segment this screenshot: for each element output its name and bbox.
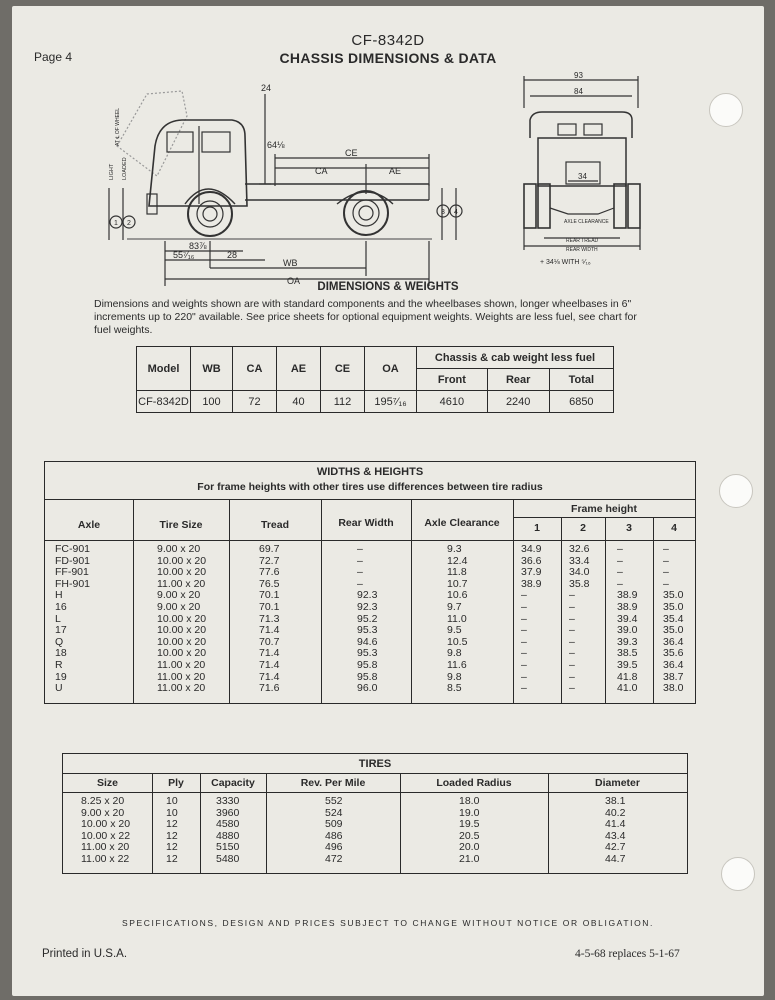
- table-cell: –: [521, 600, 527, 613]
- rear-view-diagram: [512, 68, 652, 268]
- table-cell: –: [521, 658, 527, 671]
- table-cell: 19.0: [459, 806, 480, 819]
- cell-front: 4610: [417, 391, 488, 413]
- table-cell: 39.4: [617, 612, 638, 625]
- table-cell: 11.00 x 22: [81, 852, 130, 865]
- table-cell: –: [663, 543, 669, 555]
- table-cell: 12: [166, 852, 178, 865]
- table-cell: 12: [166, 818, 178, 831]
- col-size: Size: [96, 777, 118, 789]
- rear-width-column: [357, 544, 377, 695]
- col-ply: Ply: [168, 777, 184, 789]
- front-wheel: [188, 192, 232, 236]
- callout-1: 1: [114, 220, 118, 227]
- cell-wb: 100: [191, 391, 233, 413]
- dim-83: 83⅞: [189, 241, 207, 251]
- punch-hole: [719, 474, 753, 508]
- table-cell: 11.00 x 20: [157, 658, 206, 671]
- table-cell: 72.7: [259, 554, 280, 567]
- table-cell: 11.0: [447, 612, 467, 625]
- table-cell: Q: [55, 635, 64, 648]
- table-cell: 9.8: [447, 647, 462, 660]
- col-rev-per-mile: Rev. Per Mile: [300, 777, 366, 789]
- table-cell: 12.4: [447, 554, 468, 567]
- size-column: [81, 796, 130, 866]
- table-cell: 552: [325, 795, 343, 807]
- dim-84: 84: [574, 87, 583, 96]
- widths-heights-table: [44, 461, 696, 704]
- col-axle-clearance: Axle Clearance: [424, 517, 500, 529]
- dim-24: 24: [261, 83, 272, 93]
- table-cell: 9.00 x 20: [157, 600, 201, 613]
- table-cell: 96.0: [357, 682, 378, 695]
- page-title: CHASSIS DIMENSIONS & DATA: [279, 50, 497, 66]
- table-cell: 92.3: [357, 589, 378, 602]
- table-cell: –: [617, 566, 623, 579]
- table-cell: 4580: [216, 818, 240, 831]
- table-cell: 9.00 x 20: [157, 543, 201, 555]
- ply-column: [166, 796, 178, 866]
- table-cell: 9.00 x 20: [157, 589, 201, 602]
- table-cell: 36.4: [663, 635, 684, 648]
- table-cell: 34.9: [521, 543, 542, 555]
- dim-oa: OA: [287, 276, 301, 286]
- table-cell: 36.6: [521, 554, 542, 567]
- table-cell: 32.6: [569, 543, 590, 555]
- cell-total: 6850: [549, 391, 613, 413]
- widths-subtitle: For frame heights with other tires use differences between tire radius: [197, 481, 543, 493]
- dim-ae: AE: [389, 166, 402, 176]
- table-cell: 19: [55, 670, 67, 683]
- table-cell: 38.7: [663, 670, 684, 683]
- table-cell: –: [569, 658, 575, 671]
- clearance-column: [447, 544, 467, 695]
- table-cell: H: [55, 589, 63, 602]
- tires-title: TIRES: [358, 758, 392, 770]
- col-wb: WB: [191, 347, 233, 391]
- col-frame-2: 2: [580, 522, 586, 534]
- table-cell: –: [617, 554, 623, 567]
- table-cell: 19.5: [459, 818, 480, 831]
- dim-wb: WB: [283, 258, 298, 268]
- table-cell: 35.0: [663, 624, 684, 637]
- table-cell: 95.8: [357, 658, 378, 671]
- table-cell: –: [569, 612, 575, 625]
- table-cell: 4880: [216, 829, 240, 842]
- table-cell: 9.7: [447, 600, 462, 613]
- table-cell: –: [521, 635, 527, 648]
- table-cell: 10.00 x 20: [157, 624, 207, 637]
- table-cell: 34.0: [569, 566, 590, 579]
- table-cell: 16: [55, 600, 67, 613]
- table-cell: L: [55, 612, 61, 625]
- table-cell: 509: [325, 818, 343, 831]
- table-cell: –: [357, 566, 363, 579]
- model-code: CF-8342D: [351, 32, 425, 49]
- cell-oa: 195⁷⁄₁₆: [365, 391, 417, 413]
- table-cell: 35.8: [569, 577, 590, 590]
- table-cell: 21.0: [459, 852, 480, 865]
- table-cell: 69.7: [259, 543, 280, 555]
- table-cell: 70.1: [259, 589, 280, 602]
- callout-3: 3: [441, 209, 445, 216]
- rear-cab-outline: [530, 112, 632, 138]
- table-cell: 11.00 x 20: [157, 577, 206, 590]
- table-cell: 472: [325, 852, 343, 865]
- table-cell: 71.4: [259, 624, 280, 637]
- table-cell: 41.4: [605, 818, 626, 831]
- revision-date: 4-5-68 replaces 5-1-67: [575, 948, 680, 960]
- table-cell: 40.2: [605, 806, 626, 819]
- radius-column: [459, 796, 479, 866]
- table-cell: 77.6: [259, 566, 280, 579]
- table-cell: 10: [166, 806, 178, 819]
- punch-hole: [709, 93, 743, 127]
- table-cell: –: [617, 577, 623, 590]
- table-cell: –: [521, 682, 527, 695]
- table-cell: 11.8: [447, 566, 467, 579]
- table-cell: –: [569, 589, 575, 602]
- table-cell: 10.00 x 20: [157, 635, 207, 648]
- table-cell: –: [521, 647, 527, 660]
- table-cell: –: [569, 600, 575, 613]
- tires-table: [62, 753, 688, 874]
- table-cell: 20.5: [459, 829, 480, 842]
- table-cell: –: [663, 566, 669, 579]
- table-cell: 10.00 x 20: [157, 612, 207, 625]
- table-cell: 33.4: [569, 554, 590, 567]
- table-cell: 41.8: [617, 670, 638, 683]
- table-cell: –: [663, 554, 669, 567]
- diameter-column: [605, 796, 625, 866]
- dim-55: 55⁷⁄₁₆: [173, 250, 195, 260]
- document-page: [12, 6, 764, 996]
- table-cell: –: [521, 670, 527, 683]
- table-cell: 36.4: [663, 658, 684, 671]
- side-view-diagram: [87, 76, 467, 286]
- table-cell: 5150: [216, 841, 240, 854]
- rev-column: [325, 796, 343, 866]
- col-ce: CE: [321, 347, 365, 391]
- table-cell: 10.00 x 20: [157, 566, 207, 579]
- dim-93: 93: [574, 71, 583, 80]
- dim-28: 28: [227, 250, 238, 260]
- cell-model: CF-8342D: [137, 391, 191, 413]
- table-cell: R: [55, 658, 63, 671]
- col-total: Total: [549, 369, 613, 391]
- table-cell: –: [569, 682, 575, 695]
- table-cell: 71.4: [259, 658, 280, 671]
- table-cell: –: [569, 647, 575, 660]
- table-cell: 70.7: [259, 635, 280, 648]
- table-cell: 38.9: [617, 589, 638, 602]
- table-cell: 38.0: [663, 682, 684, 695]
- table-cell: 35.0: [663, 600, 684, 613]
- table-cell: 5480: [216, 852, 240, 865]
- table-cell: –: [521, 612, 527, 625]
- table-cell: 9.3: [447, 543, 462, 555]
- table-cell: –: [357, 543, 363, 555]
- table-cell: 37.9: [521, 566, 542, 579]
- table-cell: 20.0: [459, 841, 480, 854]
- callout-2: 2: [127, 220, 131, 227]
- table-cell: 38.5: [617, 647, 638, 660]
- table-cell: 496: [325, 841, 343, 854]
- col-model: Model: [137, 347, 191, 391]
- table-cell: 10.6: [447, 589, 468, 602]
- table-cell: 9.00 x 20: [81, 806, 125, 819]
- table-cell: 8.25 x 20: [81, 795, 125, 807]
- col-ae: AE: [277, 347, 321, 391]
- table-cell: 71.6: [259, 682, 280, 695]
- col-oa: OA: [365, 347, 417, 391]
- label-rear-tread: REAR TREAD: [566, 238, 599, 244]
- label-loaded: LOADED: [122, 157, 128, 180]
- table-cell: –: [663, 577, 669, 590]
- widths-title: WIDTHS & HEIGHTS: [316, 466, 424, 478]
- table-cell: 41.0: [617, 682, 638, 695]
- table-cell: FH-901: [55, 577, 91, 590]
- dimensions-title: DIMENSIONS & WEIGHTS: [317, 281, 459, 293]
- table-cell: 9.5: [447, 624, 462, 637]
- table-cell: FF-901: [55, 566, 89, 579]
- table-cell: 17: [55, 624, 67, 637]
- table-cell: 44.7: [605, 852, 626, 865]
- cell-rear: 2240: [487, 391, 549, 413]
- punch-hole: [721, 857, 755, 891]
- label-light: LIGHT: [109, 163, 115, 180]
- table-cell: 42.7: [605, 841, 626, 854]
- col-frame-1: 1: [534, 522, 540, 534]
- table-cell: 11.00 x 20: [81, 841, 130, 854]
- col-frame-4: 4: [671, 522, 677, 534]
- table-cell: 11.00 x 20: [157, 682, 206, 695]
- capacity-column: [216, 796, 239, 866]
- disclaimer: SPECIFICATIONS, DESIGN AND PRICES SUBJECT TO CHANGE WITHOUT NOTICE OR OBLIGATION.: [122, 918, 654, 928]
- table-cell: 11.6: [447, 658, 467, 671]
- table-cell: 39.3: [617, 635, 638, 648]
- table-cell: 10.00 x 20: [81, 818, 131, 831]
- table-cell: –: [569, 670, 575, 683]
- table-cell: 70.1: [259, 600, 280, 613]
- table-cell: 39.5: [617, 658, 638, 671]
- col-frame-3: 3: [626, 522, 632, 534]
- col-weight-group: Chassis & cab weight less fuel: [417, 347, 614, 369]
- table-cell: –: [569, 635, 575, 648]
- frame1-column: [521, 544, 541, 695]
- tread-column: [259, 544, 279, 695]
- col-tire-size: Tire Size: [159, 519, 203, 531]
- rear-wheel: [344, 191, 388, 235]
- axle-column: [55, 544, 90, 695]
- page-number: Page 4: [34, 50, 73, 64]
- printed-in: Printed in U.S.A.: [42, 948, 128, 960]
- table-cell: –: [357, 577, 363, 590]
- table-cell: 71.3: [259, 612, 280, 625]
- label-rear-width: REAR WIDTH: [566, 247, 598, 253]
- table-cell: 10.5: [447, 635, 468, 648]
- frame2-column: [569, 544, 589, 695]
- col-tread: Tread: [260, 519, 289, 531]
- col-front: Front: [417, 369, 488, 391]
- dim-ce: CE: [345, 148, 358, 158]
- table-cell: 9.8: [447, 670, 462, 683]
- table-cell: –: [569, 624, 575, 637]
- col-frame-height: Frame height: [571, 503, 637, 515]
- table-cell: 71.4: [259, 647, 280, 660]
- table-cell: 38.9: [521, 577, 542, 590]
- dim-ca: CA: [315, 166, 328, 176]
- col-rear: Rear: [487, 369, 549, 391]
- col-ca: CA: [233, 347, 277, 391]
- table-cell: 35.4: [663, 612, 684, 625]
- label-rear-note: + 34⅛ WITH ⁵⁄₁₆: [540, 259, 591, 266]
- table-cell: 38.1: [605, 795, 626, 807]
- dim-64: 64⅛: [267, 140, 285, 150]
- frame3-column: [617, 544, 637, 695]
- table-cell: 43.4: [605, 829, 626, 842]
- table-row: [137, 391, 614, 413]
- table-cell: 12: [166, 841, 178, 854]
- col-axle: Axle: [77, 519, 101, 531]
- dimensions-table: [136, 346, 614, 413]
- table-cell: –: [521, 589, 527, 602]
- table-cell: 18.0: [459, 795, 480, 807]
- frame4-column: [663, 544, 683, 695]
- table-cell: FC-901: [55, 543, 91, 555]
- tire-column: [157, 544, 206, 695]
- cell-ce: 112: [321, 391, 365, 413]
- col-diameter: Diameter: [595, 777, 640, 789]
- table-cell: U: [55, 682, 63, 695]
- table-cell: –: [617, 543, 623, 555]
- label-axle-clearance: AXLE CLEARANCE: [564, 219, 609, 225]
- table-cell: 11.00 x 20: [157, 670, 206, 683]
- table-cell: 95.8: [357, 670, 378, 683]
- table-cell: 10.00 x 20: [157, 647, 207, 660]
- table-cell: 71.4: [259, 670, 280, 683]
- table-cell: 10: [166, 795, 178, 807]
- dimensions-note: Dimensions and weights shown are with standard components and the wheelbases shown, longer wheelbases in 6" increments up to 220" available. See price sheets for optional equipment weights. Weights are less fuel, see chart for fuel weights.: [94, 298, 637, 336]
- col-capacity: Capacity: [211, 777, 255, 789]
- table-cell: 10.00 x 20: [157, 554, 207, 567]
- table-cell: 92.3: [357, 600, 378, 613]
- table-cell: 76.5: [259, 577, 280, 590]
- table-cell: FD-901: [55, 554, 91, 567]
- table-cell: 35.6: [663, 647, 684, 660]
- table-cell: –: [521, 624, 527, 637]
- table-cell: 95.3: [357, 647, 378, 660]
- callout-4: 4: [454, 209, 458, 216]
- table-cell: 10.7: [447, 577, 468, 590]
- table-cell: 35.0: [663, 589, 684, 602]
- table-cell: 39.0: [617, 624, 638, 637]
- dim-34: 34: [578, 172, 587, 181]
- table-cell: –: [357, 554, 363, 567]
- table-cell: 3330: [216, 795, 240, 807]
- cell-ae: 40: [277, 391, 321, 413]
- table-cell: 38.9: [617, 600, 638, 613]
- cell-ca: 72: [233, 391, 277, 413]
- table-cell: 3960: [216, 806, 240, 819]
- table-cell: 94.6: [357, 635, 378, 648]
- table-cell: 8.5: [447, 682, 462, 695]
- table-cell: 12: [166, 829, 178, 842]
- table-cell: 18: [55, 647, 67, 660]
- col-loaded-radius: Loaded Radius: [436, 777, 512, 789]
- table-cell: 10.00 x 22: [81, 829, 131, 842]
- table-cell: 95.2: [357, 612, 378, 625]
- table-cell: 486: [325, 829, 343, 842]
- table-cell: 524: [325, 806, 343, 819]
- table-cell: 95.3: [357, 624, 378, 637]
- label-at-wheel: AT ℄ OF WHEEL: [115, 107, 121, 146]
- col-rear-width: Rear Width: [338, 517, 394, 529]
